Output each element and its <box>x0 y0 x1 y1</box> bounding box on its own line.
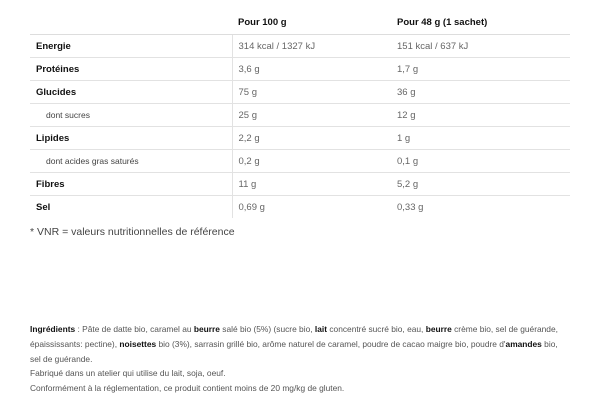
atelier-note: Fabriqué dans un atelier qui utilise du lait, soja, oeuf. <box>30 368 226 379</box>
nutrient-name: Sel <box>36 201 51 213</box>
value-per-100g: 0,69 g <box>232 196 391 219</box>
table-row <box>30 104 570 127</box>
header-per-serving: Pour 48 g (1 sachet) <box>391 10 570 35</box>
ingredients-list <box>30 324 558 364</box>
allergen-text: beurre <box>425 324 452 334</box>
value-per-serving: 1 g <box>391 127 570 150</box>
nutrient-name: Energie <box>30 35 232 58</box>
value-per-100g: 3,6 g <box>232 58 391 81</box>
allergen-text: amandes <box>505 338 542 349</box>
value-per-serving: 0,1 g <box>391 150 570 173</box>
vnr-footnote: * VNR = valeurs nutritionnelles de référence <box>30 226 235 238</box>
value-per-100g: 25 g <box>232 104 391 127</box>
ingredient-text: bio (3%), sarrasin grillé bio, arôme naturel de caramel, poudre de cacao maigre bio, poudre d' <box>156 338 506 349</box>
table-row <box>30 173 570 196</box>
table-header-row <box>30 10 570 35</box>
value-per-100g: 75 g <box>232 81 391 104</box>
nutrient-name: Glucides <box>30 81 232 104</box>
allergen-text: noisettes <box>119 338 157 349</box>
table-row <box>30 81 570 104</box>
header-nutrient <box>30 10 232 35</box>
ingredient-text: salé bio (5%) (sucre bio, <box>219 324 315 334</box>
nutrient-name: Fibres <box>30 173 232 196</box>
header-per-100g: Pour 100 g <box>232 10 391 35</box>
ingredient-text: crème bio, sel de guérande, épaississants: pectine), <box>30 324 558 349</box>
value-per-serving: 0,33 g <box>397 201 424 213</box>
ingredient-text: bio, sel de guérande. <box>30 338 558 364</box>
table-row <box>30 150 570 173</box>
gluten-note: Conformément à la réglementation, ce produit contient moins de 20 mg/kg de gluten. <box>30 383 345 394</box>
ingredients-label: Ingrédients <box>30 324 76 334</box>
value-per-serving: 1,7 g <box>391 58 570 81</box>
table-row <box>30 35 570 58</box>
ingredient-text: : Pâte de datte bio, caramel au <box>75 324 194 334</box>
nutrient-name: Lipides <box>30 127 232 150</box>
nutrition-table-body <box>30 35 570 219</box>
value-per-100g: 314 kcal / 1327 kJ <box>232 35 391 58</box>
ingredients-text <box>30 322 570 366</box>
value-per-serving: 12 g <box>391 104 570 127</box>
value-per-serving: 36 g <box>391 81 570 104</box>
nutrient-name: Protéines <box>30 58 232 81</box>
nutrition-table <box>30 10 570 218</box>
value-per-serving: 5,2 g <box>391 173 570 196</box>
allergen-text: lait <box>314 324 328 334</box>
table-row <box>30 58 570 81</box>
nutrient-name: dont sucres <box>30 104 232 127</box>
value-per-100g: 2,2 g <box>232 127 391 150</box>
value-per-serving: 151 kcal / 637 kJ <box>391 35 570 58</box>
value-per-100g: 11 g <box>232 173 391 196</box>
ingredients-block <box>30 322 570 396</box>
allergen-text: beurre <box>193 324 220 334</box>
nutrient-name: dont acides gras saturés <box>30 150 232 173</box>
table-row <box>30 196 570 219</box>
table-row <box>30 127 570 150</box>
value-per-100g: 0,2 g <box>232 150 391 173</box>
ingredient-text: concentré sucré bio, eau, <box>327 324 426 334</box>
